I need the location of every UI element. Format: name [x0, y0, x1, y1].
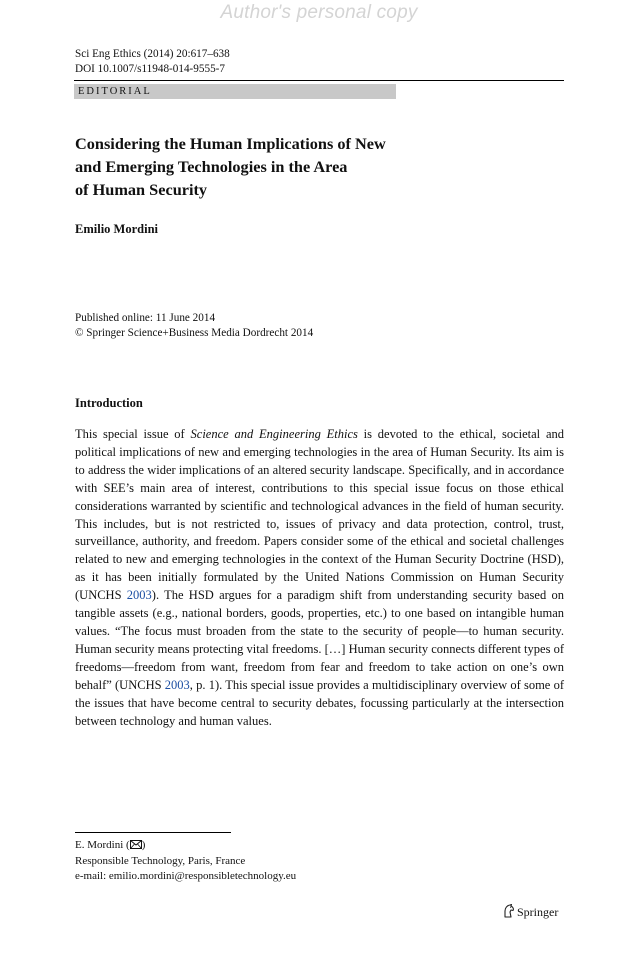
journal-doi[interactable]: DOI 10.1007/s11948-014-9555-7 [75, 63, 225, 75]
author-footnote [75, 838, 296, 884]
intro-text-3: ). The HSD argues for a paradigm shift from understanding security based on tangible assets (e.g., national borders, goods, properties, etc.) to one based on intangible human values. “The focus must broaden from the state to the security of people—to human security. Human security means protecting vital freedoms. […] Human security connects different types of freedoms—freedom from want, freedom from fear and freedom to take action on one’s own behalf” (UNCHS [75, 588, 564, 692]
article-title [75, 132, 545, 201]
header-rule [74, 80, 564, 81]
springer-horse-icon [502, 904, 515, 922]
introduction-paragraph [75, 426, 564, 730]
title-line-1: Considering the Human Implications of New [75, 134, 386, 153]
intro-text-4: , p. 1). This special issue provides a multidisciplinary overview of some of the issues that have become central to security debates, focussing particularly at the intersection between technology and human values. [75, 677, 564, 728]
introduction-heading: Introduction [75, 396, 143, 410]
copyright-line: © Springer Science+Business Media Dordrecht 2014 [75, 327, 314, 339]
section-label: EDITORIAL [78, 86, 152, 97]
title-line-3: of Human Security [75, 180, 208, 199]
watermark: Author's personal copy [220, 2, 418, 23]
author-name: Emilio Mordini [75, 222, 158, 236]
footnote-name-close: ) [141, 839, 146, 851]
intro-text-1: This special issue of [75, 427, 191, 441]
envelope-icon[interactable] [130, 839, 142, 854]
springer-wordmark: Springer [517, 905, 559, 919]
publication-info [75, 311, 313, 341]
footnote-affiliation: Responsible Technology, Paris, France [75, 855, 246, 867]
title-line-2: and Emerging Technologies in the Area [75, 157, 348, 176]
published-date: Published online: 11 June 2014 [75, 312, 216, 324]
footnote-email[interactable]: e-mail: emilio.mordini@responsibletechnology.eu [75, 870, 297, 882]
intro-text-2: is devoted to the ethical, societal and political implications of new and emerging technologies in the area of Human Security. Its aim is to address the wider implications of an altered security landscape. Specifically, and in accordance with SEE’s main area of interest, contributions to this special issue focus on those ethical considerations warranted by scientific and technological advances in the field of human security. This includes, but is not restricted to, issues of privacy and data protection, control, trust, surveillance, authority, and freedom. Papers consider some of the ethical and societal challenges related to new and emerging technologies in the context of the Human Security Doctrine (HSD), as it has been initially formulated by the United Nations Commission on Human Security (UNCHS [75, 427, 565, 603]
footnote-rule [75, 832, 231, 833]
journal-citation: Sci Eng Ethics (2014) 20:617–638 [75, 48, 230, 60]
journal-name-italic: Science and Engineering Ethics [190, 427, 358, 441]
journal-info [75, 47, 230, 77]
springer-logo [502, 904, 558, 922]
citation-link-unchs-2003[interactable]: 2003 [126, 588, 152, 603]
footnote-name-line [75, 838, 296, 854]
footnote-name: E. Mordini ( [75, 839, 130, 851]
citation-link-unchs-2003-second[interactable]: 2003 [164, 677, 190, 692]
